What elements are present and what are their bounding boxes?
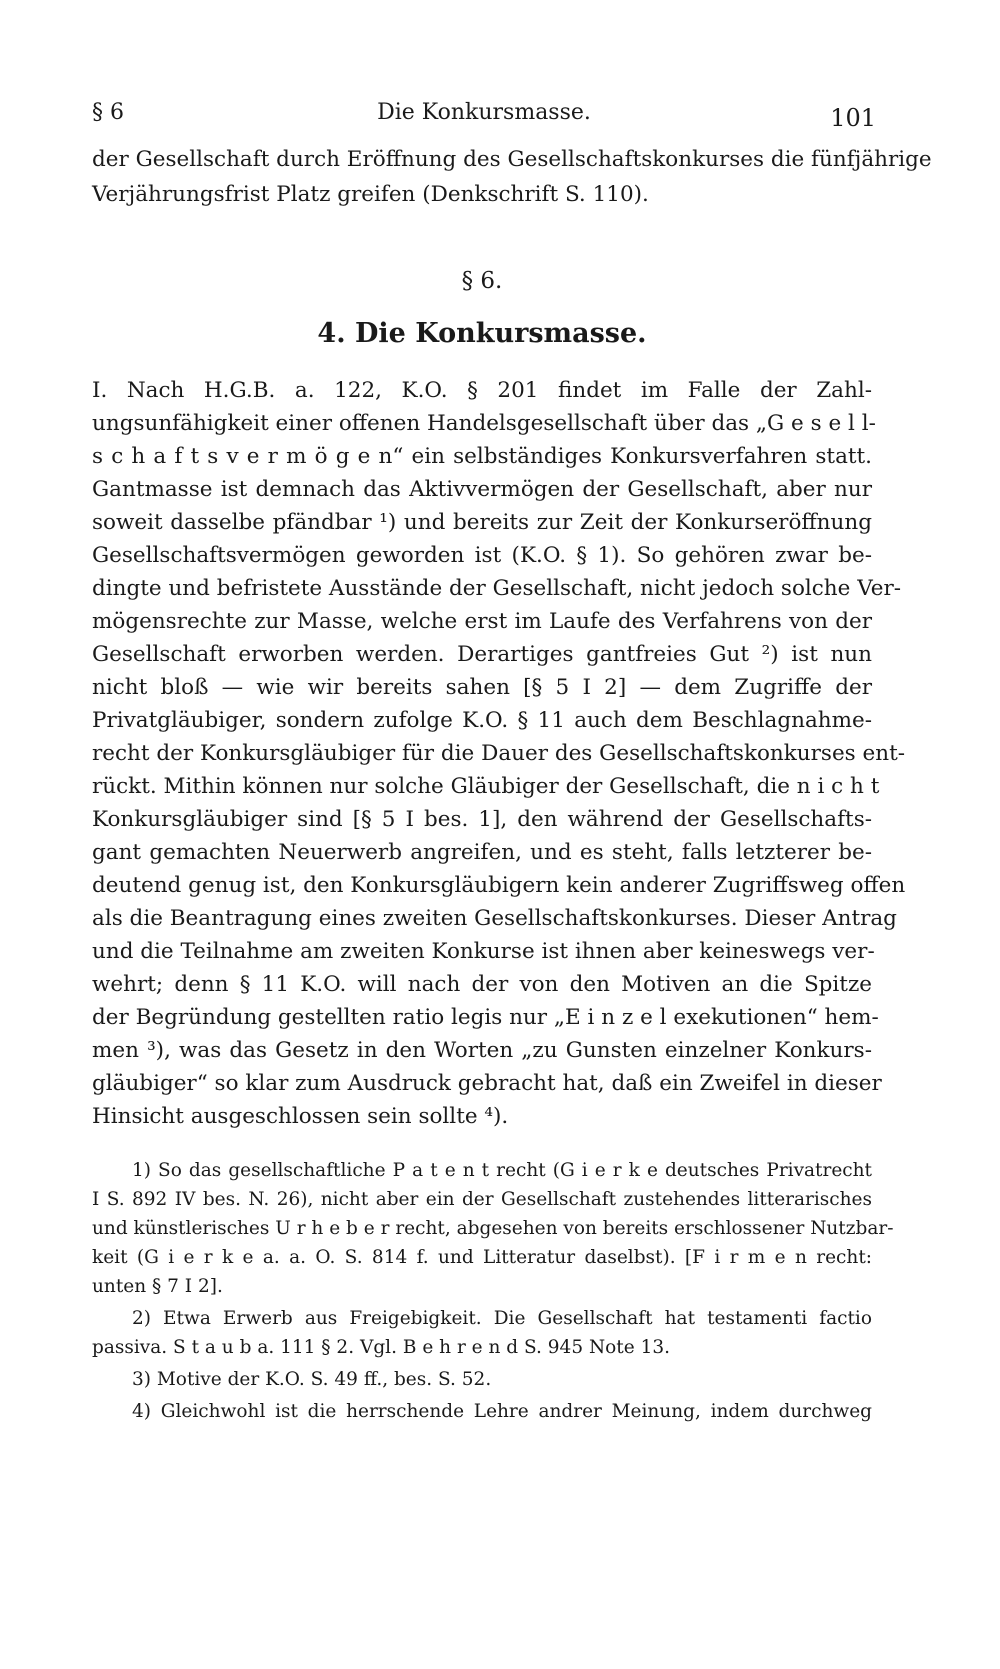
footnote-1-line: unten § 7 I 2].: [92, 1276, 223, 1297]
text-line: Gantmasse ist demnach das Aktivvermögen der Gesellschaft, aber nur: [92, 477, 872, 502]
running-head-section: § 6: [92, 100, 124, 125]
text-line: Gesellschaftsvermögen geworden ist (K.O. § 1). So gehören zwar be-: [92, 543, 872, 568]
footnote-4-line: 4) Gleichwohl ist die herrschende Lehre andrer Meinung, indem durchweg: [132, 1401, 872, 1422]
text-line: soweit dasselbe pfändbar ¹) und bereits zur Zeit der Konkurseröffnung: [92, 510, 872, 535]
footnote-1-line: und künstlerisches U r h e b e r recht, abgesehen von bereits erschlossener Nutzbar-: [92, 1218, 894, 1239]
text-line: deutend genug ist, den Konkursgläubigern kein anderer Zugriffsweg offen: [92, 873, 906, 898]
running-head-title: Die Konkursmasse.: [377, 100, 591, 125]
footnote-1-line: I S. 892 IV bes. N. 26), nicht aber ein der Gesellschaft zustehendes litterarisches: [92, 1189, 872, 1210]
footnote-2-line: passiva. S t a u b a. 111 § 2. Vgl. B e h r e n d S. 945 Note 13.: [92, 1337, 670, 1358]
text-line: gant gemachten Neuerwerb angreifen, und es steht, falls letzterer be-: [92, 840, 872, 865]
text-line: Gesellschaft erworben werden. Derartiges gantfreies Gut ²) ist nun: [92, 642, 872, 667]
text-line: als die Beantragung eines zweiten Gesellschaftskonkurses. Dieser Antrag: [92, 906, 897, 931]
footnote-1-line: 1) So das gesellschaftliche P a t e n t recht (G i e r k e deutsches Privatrecht: [132, 1160, 872, 1181]
running-head: [92, 100, 876, 132]
footnote-2-line: 2) Etwa Erwerb aus Freigebigkeit. Die Gesellschaft hat testamenti factio: [132, 1308, 872, 1329]
text-line: und die Teilnahme am zweiten Konkurse ist ihnen aber keineswegs ver-: [92, 939, 875, 964]
text-line: s c h a f t s v e r m ö g e n“ ein selbständiges Konkursverfahren statt.: [92, 444, 872, 469]
text-line: der Begründung gestellten ratio legis nur „E i n z e l exekutionen“ hem-: [92, 1005, 879, 1030]
text-line: nicht bloß — wie wir bereits sahen [§ 5 I 2] — dem Zugriffe der: [92, 675, 872, 700]
text-line: Hinsicht ausgeschlossen sein sollte ⁴).: [92, 1104, 509, 1129]
text-line: I. Nach H.G.B. a. 122, K.O. § 201 findet im Falle der Zahl-: [92, 378, 872, 403]
text-line: mögensrechte zur Masse, welche erst im Laufe des Verfahrens von der: [92, 609, 872, 634]
text-line: recht der Konkursgläubiger für die Dauer des Gesellschaftskonkurses ent-: [92, 741, 906, 766]
text-line: wehrt; denn § 11 K.O. will nach der von den Motiven an die Spitze: [92, 972, 872, 997]
text-line: Konkursgläubiger sind [§ 5 I bes. 1], den während der Gesellschafts-: [92, 807, 872, 832]
page-number: 101: [830, 104, 876, 132]
text-line: Privatgläubiger, sondern zufolge K.O. § 11 auch dem Beschlagnahme-: [92, 708, 872, 733]
footnote-1-line: keit (G i e r k e a. a. O. S. 814 f. und Litteratur daselbst). [F i r m e n recht:: [92, 1247, 872, 1268]
text-line: dingte und befristete Ausstände der Gesellschaft, nicht jedoch solche Ver-: [92, 576, 902, 601]
text-line: gläubiger“ so klar zum Ausdruck gebracht hat, daß ein Zweifel in dieser: [92, 1071, 882, 1096]
text-line: men ³), was das Gesetz in den Worten „zu Gunsten einzelner Konkurs-: [92, 1038, 872, 1063]
text-line: der Gesellschaft durch Eröffnung des Gesellschaftskonkurses die fünfjährige: [92, 147, 932, 172]
section-heading: § 6.: [461, 268, 503, 294]
text-line: ungsunfähigkeit einer offenen Handelsgesellschaft über das „G e s e l l-: [92, 411, 876, 436]
text-line: rückt. Mithin können nur solche Gläubiger der Gesellschaft, die n i c h t: [92, 774, 880, 799]
chapter-heading: 4. Die Konkursmasse.: [317, 318, 647, 349]
footnote-3-line: 3) Motive der K.O. S. 49 ff., bes. S. 52.: [132, 1369, 492, 1390]
text-line: Verjährungsfrist Platz greifen (Denkschrift S. 110).: [92, 182, 649, 207]
